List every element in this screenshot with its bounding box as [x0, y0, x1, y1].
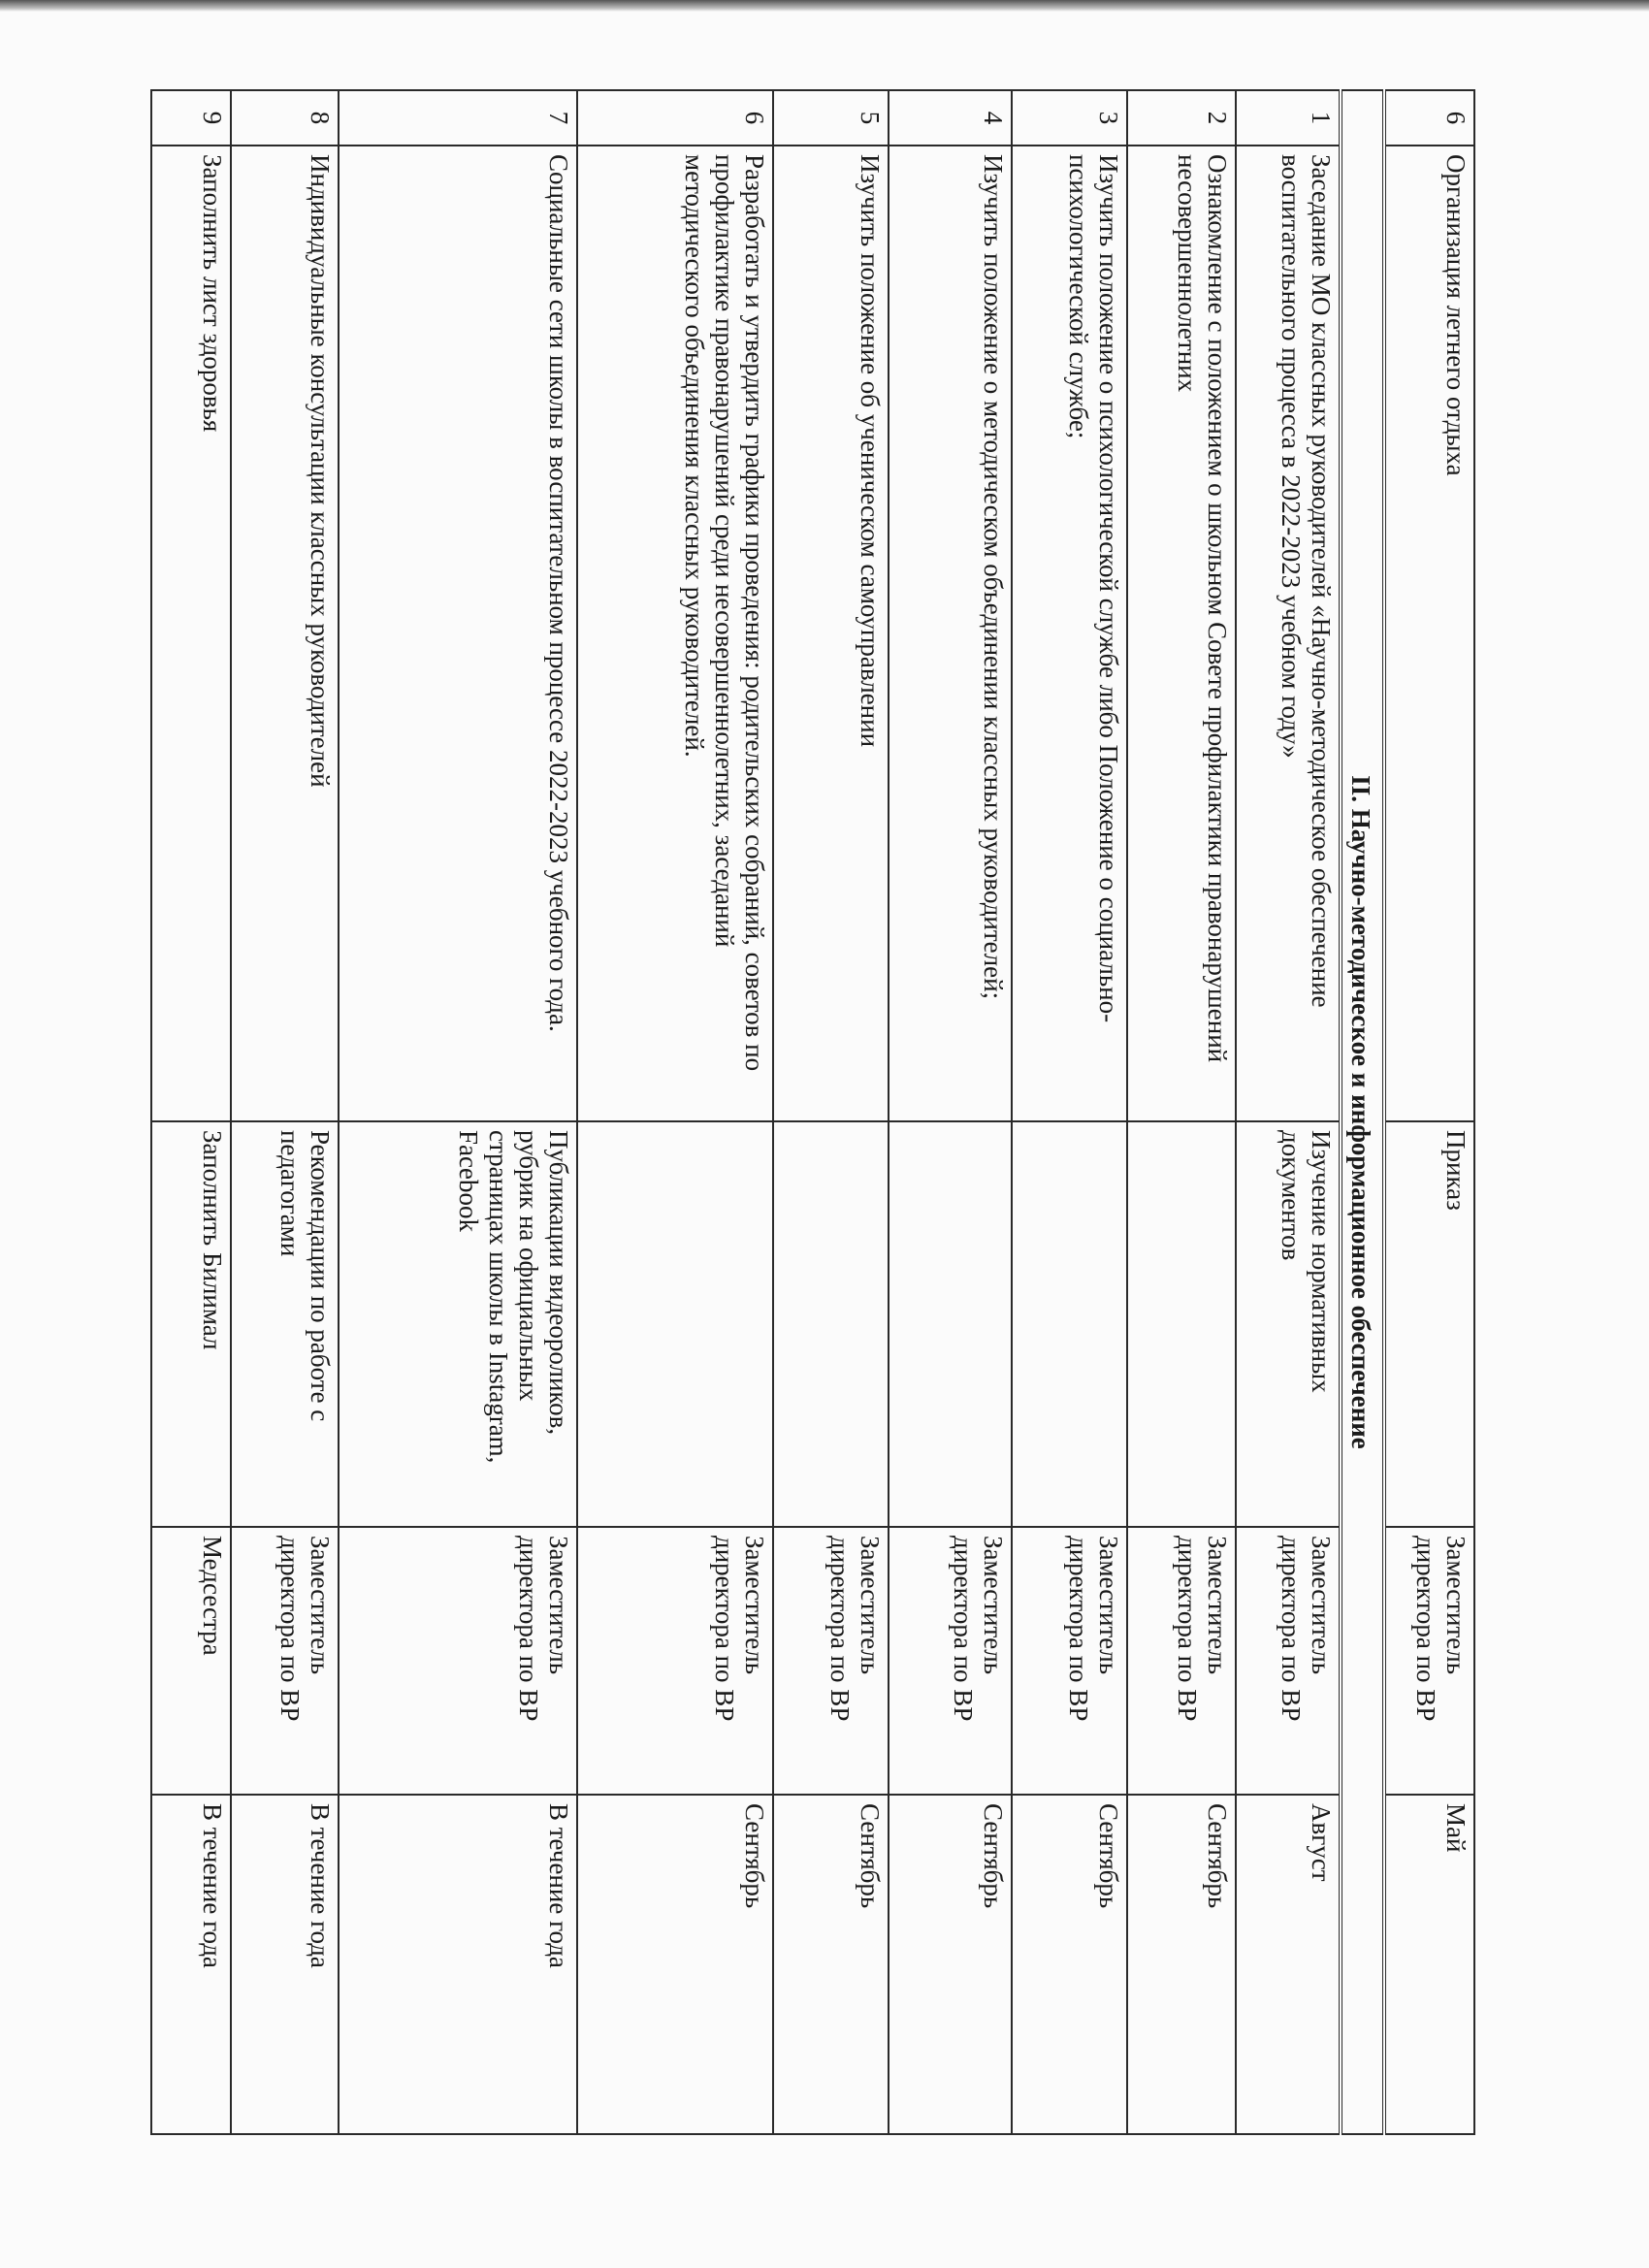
- form-cell: [1127, 1121, 1236, 1527]
- row-number: 1: [1236, 90, 1341, 146]
- date-cell: Сентябрь: [577, 1795, 773, 2134]
- form-cell: [1012, 1121, 1127, 1527]
- form-cell: [773, 1121, 889, 1527]
- table-row: [231, 90, 339, 2134]
- event-cell: Изучить положение об ученическом самоуправлении: [773, 146, 889, 1121]
- responsible-cell: Заместитель директора по ВР: [339, 1527, 577, 1795]
- table-row: [339, 90, 577, 2134]
- table-row: [577, 90, 773, 2134]
- date-cell: В течение года: [151, 1795, 231, 2134]
- row-number: 4: [889, 90, 1012, 146]
- row-number: 6: [1384, 90, 1474, 146]
- responsible-cell: Заместитель директора по ВР: [1384, 1527, 1474, 1795]
- row-number: 8: [231, 90, 339, 146]
- event-cell: Изучить положение о психологической службе либо Положение о социально-психологической службе;: [1012, 146, 1127, 1121]
- responsible-cell: Заместитель директора по ВР: [889, 1527, 1012, 1795]
- form-cell: [577, 1121, 773, 1527]
- plan-table: [150, 89, 1475, 2135]
- table-row: [151, 90, 231, 2134]
- row-number: 5: [773, 90, 889, 146]
- rotated-page: [152, 89, 1475, 2133]
- table-row: [1127, 90, 1236, 2134]
- table-row: [1012, 90, 1127, 2134]
- date-cell: Май: [1384, 1795, 1474, 2134]
- table-row: [773, 90, 889, 2134]
- table-row: [1236, 90, 1341, 2134]
- form-cell: Рекомендации по работе с педагогами: [231, 1121, 339, 1527]
- responsible-cell: Заместитель директора по ВР: [1236, 1527, 1341, 1795]
- date-cell: Сентябрь: [1127, 1795, 1236, 2134]
- table-row: [889, 90, 1012, 2134]
- event-cell: Организация летнего отдыха: [1384, 146, 1474, 1121]
- row-number: 6: [577, 90, 773, 146]
- date-cell: Сентябрь: [773, 1795, 889, 2134]
- date-cell: Август: [1236, 1795, 1341, 2134]
- responsible-cell: Заместитель директора по ВР: [231, 1527, 339, 1795]
- event-cell: Социальные сети школы в воспитательном процессе 2022-2023 учебного года.: [339, 146, 577, 1121]
- form-cell: Приказ: [1384, 1121, 1474, 1527]
- section-header-row: [1341, 90, 1384, 2134]
- responsible-cell: Медсестра: [151, 1527, 231, 1795]
- responsible-cell: Заместитель директора по ВР: [1012, 1527, 1127, 1795]
- date-cell: В течение года: [231, 1795, 339, 2134]
- form-cell: Заполнить Билимал: [151, 1121, 231, 1527]
- event-cell: Ознакомление с положением о школьном Совете профилактики правонарушений несовершеннолетних: [1127, 146, 1236, 1121]
- date-cell: Сентябрь: [889, 1795, 1012, 2134]
- responsible-cell: Заместитель директора по ВР: [773, 1527, 889, 1795]
- section-title: II. Научно-методическое и информационное обеспечение: [1341, 90, 1384, 2134]
- responsible-cell: Заместитель директора по ВР: [1127, 1527, 1236, 1795]
- row-number: 2: [1127, 90, 1236, 146]
- form-cell: [889, 1121, 1012, 1527]
- row-number: 7: [339, 90, 577, 146]
- event-cell: Заседание МО классных руководителей «Научно-методическое обеспечение воспитательного процесса в 2022-2023 учебном году»: [1236, 146, 1341, 1121]
- form-cell: Публикации видеороликов, рубрик на официальных страницах школы в Instagram, Facebook: [339, 1121, 577, 1527]
- form-cell: Изучение нормативных документов: [1236, 1121, 1341, 1527]
- table-row: [1384, 90, 1474, 2134]
- plan-table-container: [152, 89, 1475, 2133]
- scan-edge: [0, 0, 1649, 12]
- event-cell: Разработать и утвердить графики проведения: родительских собраний, советов по профилактике правонарушений среди несовершеннолетних, заседаний методического объединения классных руководителей.: [577, 146, 773, 1121]
- row-number: 3: [1012, 90, 1127, 146]
- date-cell: В течение года: [339, 1795, 577, 2134]
- date-cell: Сентябрь: [1012, 1795, 1127, 2134]
- event-cell: Индивидуальные консультации классных руководителей: [231, 146, 339, 1121]
- event-cell: Изучить положение о методическом объединении классных руководителей;: [889, 146, 1012, 1121]
- row-number: 9: [151, 90, 231, 146]
- event-cell: Заполнить лист здоровья: [151, 146, 231, 1121]
- responsible-cell: Заместитель директора по ВР: [577, 1527, 773, 1795]
